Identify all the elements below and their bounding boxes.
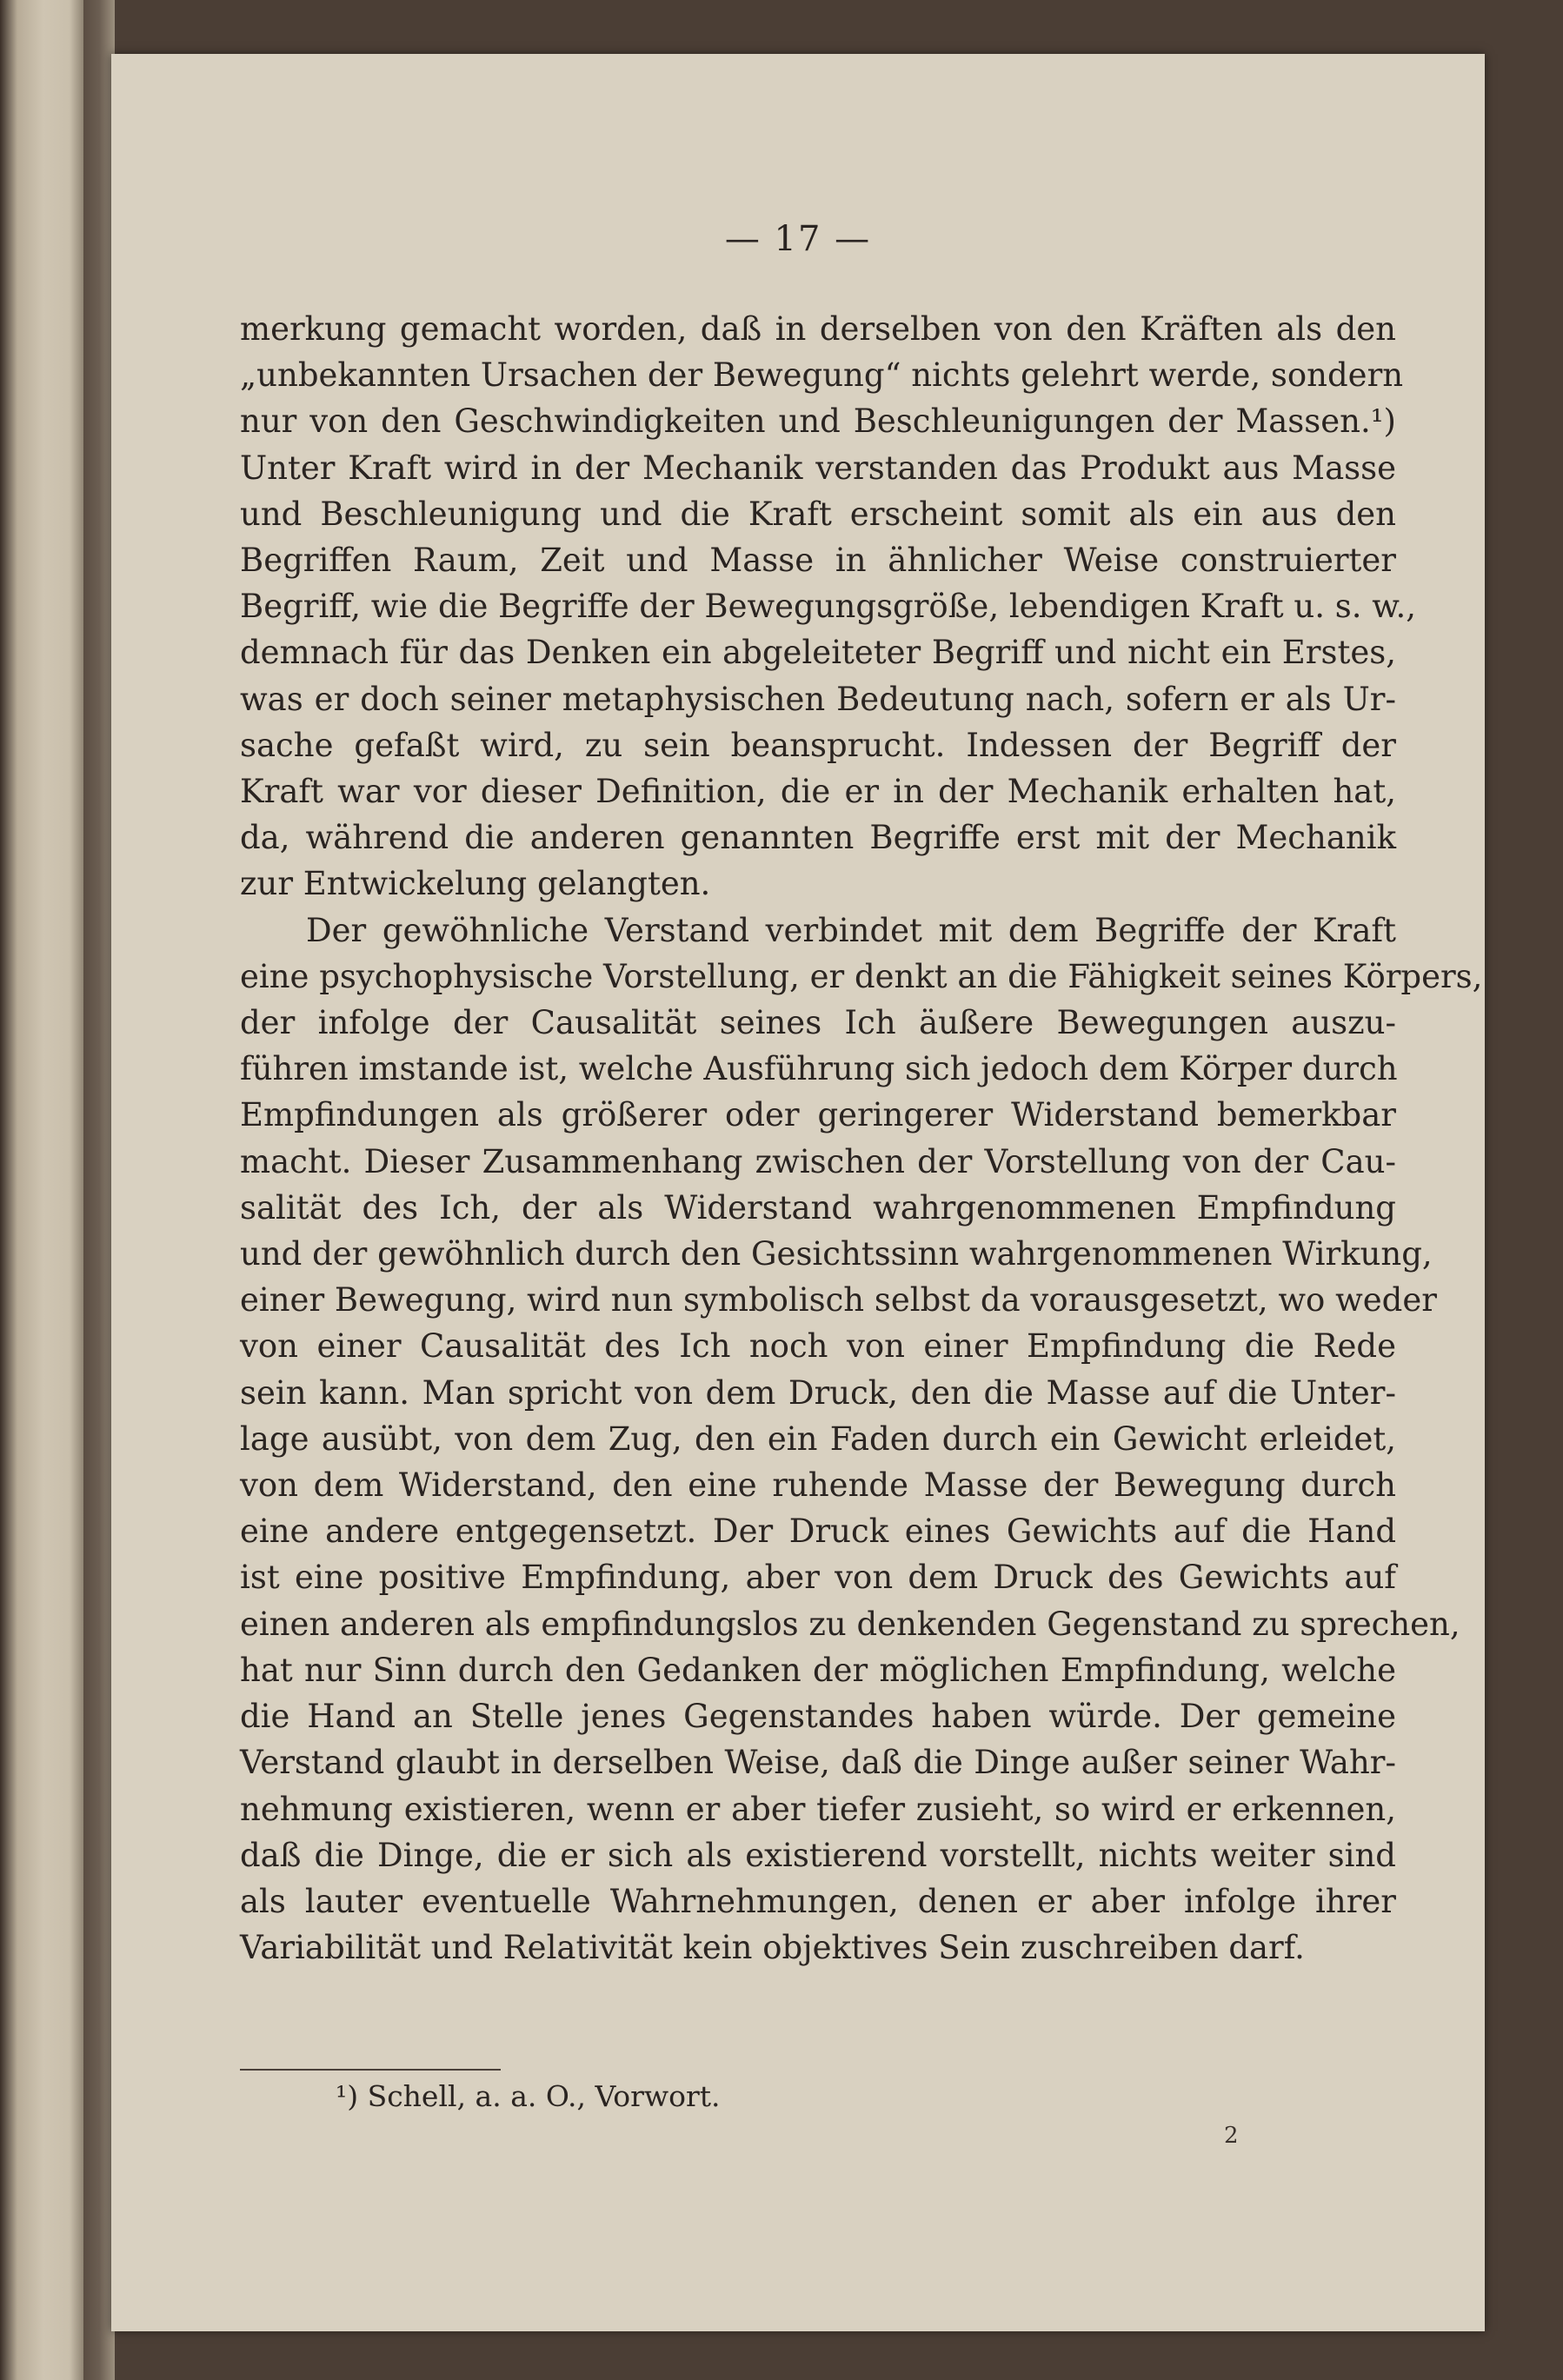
text-line: einen anderen als empfindungslos zu denkenden Gegenstand zu sprechen,: [240, 1605, 1460, 1643]
text-line: demnach für das Denken ein abgeleiteter Begriff und nicht ein Erstes,: [240, 634, 1396, 672]
text-line: eine psychophysische Vorstellung, er denkt an die Fähigkeit seines Körpers,: [240, 957, 1483, 995]
text-line: einer Bewegung, wird nun symbolisch selbst da vorausgesetzt, wo weder: [240, 1281, 1437, 1320]
signature-mark: 2: [1224, 2123, 1239, 2149]
text-line: Variabilität und Relativität kein objektives Sein zuschreiben darf.: [240, 1929, 1305, 1967]
text-line: macht. Dieser Zusammenhang zwischen der Vorstellung von der Cau-: [240, 1142, 1396, 1180]
text-line: der infolge der Causalität seines Ich äußere Bewegungen auszu-: [240, 1004, 1396, 1042]
text-line: sein kann. Man spricht von dem Druck, den die Masse auf die Unter-: [240, 1373, 1396, 1412]
text-line: Unter Kraft wird in der Mechanik verstanden das Produkt aus Masse: [240, 449, 1396, 487]
text-line: führen imstande ist, welche Ausführung sich jedoch dem Körper durch: [240, 1050, 1398, 1088]
book-page: [111, 54, 1485, 2331]
text-line: Begriff, wie die Begriffe der Bewegungsgröße, lebendigen Kraft u. s. w.,: [240, 588, 1417, 626]
text-line: Kraft war vor dieser Definition, die er in der Mechanik erhalten hat,: [240, 773, 1396, 811]
text-line: ist eine positive Empfindung, aber von dem Druck des Gewichts auf: [240, 1559, 1396, 1597]
text-line: Der gewöhnliche Verstand verbindet mit dem Begriffe der Kraft: [306, 911, 1396, 949]
text-line: und Beschleunigung und die Kraft erscheint somit als ein aus den: [240, 495, 1396, 533]
text-line: die Hand an Stelle jenes Gegenstandes haben würde. Der gemeine: [240, 1698, 1396, 1736]
text-line: hat nur Sinn durch den Gedanken der möglichen Empfindung, welche: [240, 1651, 1396, 1689]
body-text: [240, 306, 1483, 1971]
text-line: nur von den Geschwindigkeiten und Beschleunigungen der Massen.¹): [240, 402, 1396, 441]
text-line: als lauter eventuelle Wahrnehmungen, denen er aber infolge ihrer: [240, 1882, 1396, 1920]
footnote: ¹) Schell, a. a. O., Vorwort.: [336, 2079, 721, 2113]
left-page-edge: [0, 0, 83, 2380]
text-line: Begriffen Raum, Zeit und Masse in ähnlicher Weise construierter: [240, 542, 1396, 580]
text-line: und der gewöhnlich durch den Gesichtssinn wahrgenommenen Wirkung,: [240, 1235, 1433, 1273]
text-line: merkung gemacht worden, daß in derselben von den Kräften als den: [240, 310, 1396, 348]
text-line: Empfindungen als größerer oder geringerer Widerstand bemerkbar: [240, 1096, 1396, 1134]
text-line: Verstand glaubt in derselben Weise, daß die Dinge außer seiner Wahr-: [240, 1744, 1396, 1782]
text-line: „unbekannten Ursachen der Bewegung“ nichts gelehrt werde, sondern: [240, 356, 1404, 395]
text-line: sache gefaßt wird, zu sein beansprucht. Indessen der Begriff der: [240, 726, 1396, 764]
text-line: eine andere entgegensetzt. Der Druck eines Gewichts auf die Hand: [240, 1512, 1396, 1551]
text-line: von dem Widerstand, den eine ruhende Masse der Bewegung durch: [240, 1466, 1396, 1505]
book-gutter: [83, 0, 115, 2380]
text-line: lage ausübt, von dem Zug, den ein Faden durch ein Gewicht erleidet,: [240, 1419, 1396, 1458]
footnote-rule: [240, 2069, 501, 2071]
text-line: daß die Dinge, die er sich als existierend vorstellt, nichts weiter sind: [240, 1836, 1396, 1874]
text-line: was er doch seiner metaphysischen Bedeutung nach, sofern er als Ur-: [240, 680, 1396, 718]
text-line: zur Entwickelung gelangten.: [240, 865, 711, 903]
text-line: von einer Causalität des Ich noch von einer Empfindung die Rede: [240, 1327, 1396, 1366]
text-line: salität des Ich, der als Widerstand wahrgenommenen Empfindung: [240, 1188, 1396, 1227]
text-line: nehmung existieren, wenn er aber tiefer zusieht, so wird er erkennen,: [240, 1790, 1396, 1828]
page-number: — 17 —: [724, 219, 872, 259]
text-line: da, während die anderen genannten Begriffe erst mit der Mechanik: [240, 819, 1396, 857]
